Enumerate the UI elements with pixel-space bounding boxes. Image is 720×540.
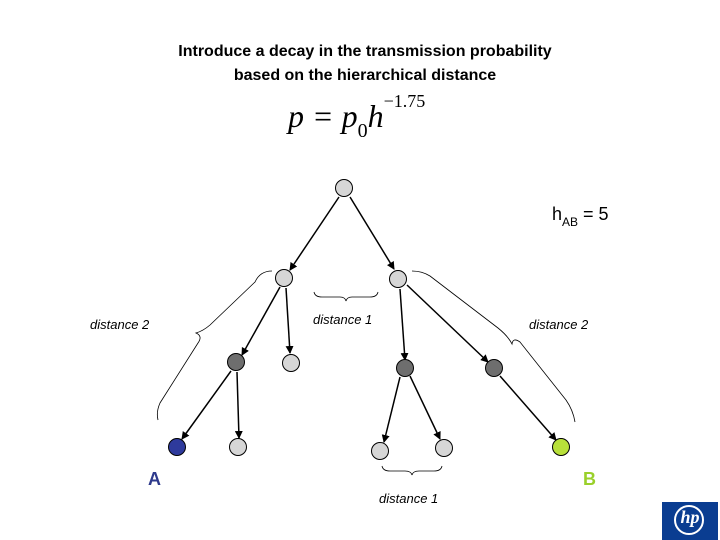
hab-prefix: h xyxy=(552,204,563,224)
edge-mid-right xyxy=(410,376,440,439)
node-level3-light-left xyxy=(230,439,247,456)
brace-mid-top xyxy=(314,292,378,301)
distance-label-right: distance 2 xyxy=(529,317,589,332)
formula-variable: h xyxy=(367,98,384,134)
node-a-label: A xyxy=(148,469,161,489)
node-root xyxy=(336,180,353,197)
edge-r1-mid xyxy=(400,289,405,360)
node-level3-light-mid-left xyxy=(372,443,389,460)
title-line-2: based on the hierarchical distance xyxy=(233,67,497,84)
node-level2-light-left xyxy=(283,355,300,372)
edge-l1-light xyxy=(286,288,290,353)
distance-label-left: distance 2 xyxy=(90,317,150,332)
hab-suffix: = 5 xyxy=(578,204,609,224)
brace-right xyxy=(412,271,575,422)
brace-bottom xyxy=(382,466,442,475)
formula-subscript: 0 xyxy=(357,120,368,142)
node-b-label: B xyxy=(583,469,596,489)
node-level1-right xyxy=(390,271,407,288)
hp-logo xyxy=(662,502,718,540)
node-level3-light-mid-right xyxy=(436,440,453,457)
edge-l1-dark xyxy=(242,287,280,355)
node-level1-left xyxy=(276,270,293,287)
title-line-1: Introduce a decay in the transmission probability xyxy=(178,43,552,60)
distance-label-mid-top: distance 1 xyxy=(313,312,373,327)
edge-dark-light xyxy=(237,372,239,438)
edge-dark-a xyxy=(182,371,231,439)
node-a xyxy=(169,439,186,456)
distance-label-bottom: distance 1 xyxy=(379,491,439,506)
edge-right-b xyxy=(500,376,556,440)
node-b xyxy=(553,439,570,456)
edge-r1-right xyxy=(407,285,488,362)
hp-logo-text: hp xyxy=(680,507,700,527)
formula-exponent: −1.75 xyxy=(383,91,426,111)
node-level2-dark-right xyxy=(486,360,503,377)
formula-lhs: p = p xyxy=(288,98,358,134)
edge-mid-left xyxy=(384,377,400,442)
edge-root-right xyxy=(350,197,394,269)
node-level2-dark-left xyxy=(228,354,245,371)
edge-root-left xyxy=(290,197,339,270)
node-level2-dark-mid xyxy=(397,360,414,377)
brace-left xyxy=(157,271,272,420)
hab-subscript: AB xyxy=(562,215,579,229)
